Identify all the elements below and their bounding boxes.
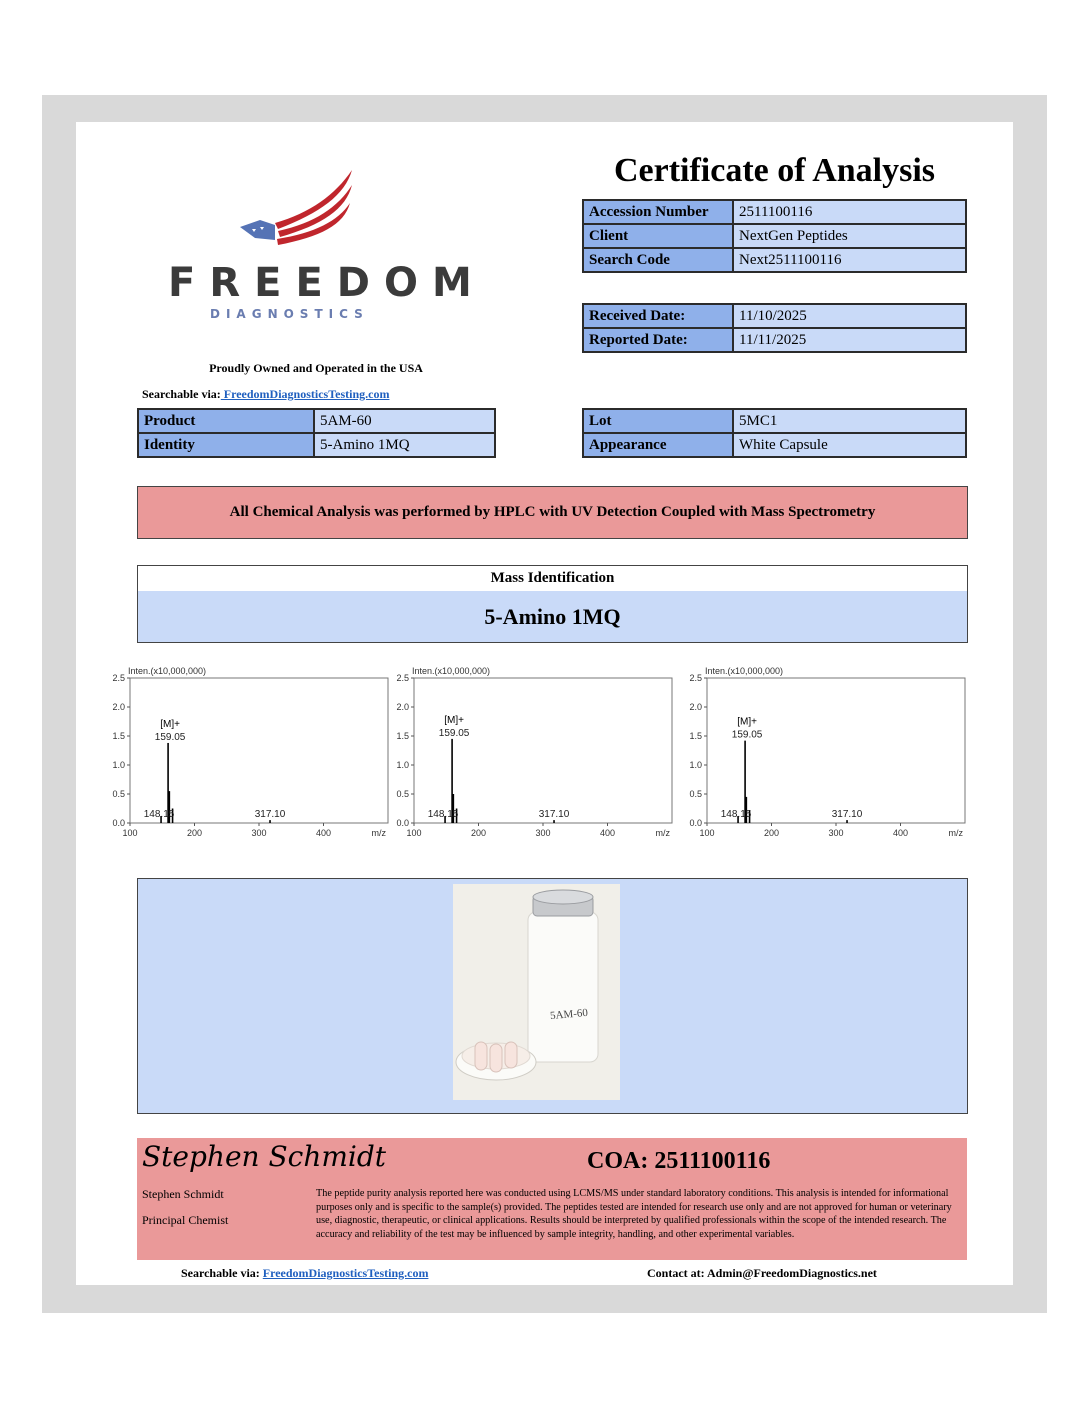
appearance-key: Appearance: [583, 433, 733, 457]
accession-key: Accession Number: [583, 200, 733, 224]
peak-label-317: 317.10: [254, 809, 286, 820]
lot-key: Lot: [583, 409, 733, 433]
spectrum-y-tick-label: 0.0: [112, 818, 125, 828]
identity-key: Identity: [138, 433, 314, 457]
peak-label-159: 159.05: [438, 727, 470, 739]
logo-subtitle: DIAGNOSTICS: [210, 307, 369, 321]
spectrum-x-unit: m/z: [371, 828, 386, 838]
lot-table: [582, 408, 967, 458]
peak-label-317: 317.10: [538, 809, 570, 820]
spectrum-y-tick-label: 2.5: [112, 673, 125, 683]
search-link-bottom[interactable]: FreedomDiagnosticsTesting.com: [262, 1266, 429, 1280]
document-title: Certificate of Analysis: [613, 152, 936, 189]
spectrum-x-tick-label: 200: [186, 828, 203, 838]
spectrum-x-tick-label: 300: [828, 828, 844, 838]
spectrum-x-tick-label: 100: [406, 828, 422, 838]
spectrum-y-tick-label: 2.5: [689, 673, 702, 683]
reported-date-value: 11/11/2025: [733, 328, 966, 352]
product-photo: [453, 884, 620, 1100]
spectrum-y-tick-label: 2.0: [396, 702, 409, 712]
chemist-role: Principal Chemist: [142, 1213, 229, 1227]
spectrum-x-tick-label: 100: [699, 828, 715, 838]
mass-spectra: [108, 660, 978, 845]
peak-label-148: 148.15: [143, 809, 175, 820]
spectrum-y-tick-label: 2.0: [689, 702, 702, 712]
search-code-value: Next2511100116: [733, 248, 966, 272]
chemist-name: Stephen Schmidt: [142, 1187, 224, 1201]
peak-label-317: 317.10: [831, 809, 863, 820]
spectrum-x-unit: m/z: [948, 828, 963, 838]
client-key: Client: [583, 224, 733, 248]
identity-value: 5-Amino 1MQ: [314, 433, 495, 457]
spectrum-x-tick-label: 200: [470, 828, 487, 838]
search-via-bottom: [181, 1266, 428, 1281]
spectrum-x-tick-label: 300: [535, 828, 551, 838]
spectrum-y-label: Inten.(x10,000,000): [705, 666, 784, 676]
signature: Stephen Schmidt: [142, 1140, 387, 1173]
spectrum-y-tick-label: 1.0: [112, 760, 125, 770]
spectrum-x-unit: m/z: [655, 828, 670, 838]
product-key: Product: [138, 409, 314, 433]
spectrum-y-tick-label: 1.5: [112, 731, 125, 741]
freedom-diagnostics-logo: [160, 165, 486, 335]
disclaimer-text: The peptide purity analysis reported here was conducted using LCMS/MS under standard laboratory conditions. This analysis is intended for informational purposes only and is specific to the sample(s) provided. The peptides tested are intended for research use only and are not approved for human or veterinary use, diagnostic, therapeutic, or clinical applications. Results should be interpreted by qualified professionals within the scope of the intended research. The accuracy and reliability of the test may be influenced by sample integrity, handling, and other experimental variables.: [316, 1188, 952, 1240]
spectrum-x-tick-label: 100: [122, 828, 138, 838]
mass-identification-compound: 5-Amino 1MQ: [137, 591, 968, 643]
peak-label-159: 159.05: [731, 729, 763, 741]
logo-wordmark: FREEDOM: [168, 260, 486, 306]
coa-number: COA: 2511100116: [587, 1148, 771, 1174]
spectrum-y-tick-label: 1.0: [396, 760, 409, 770]
reported-date-key: Reported Date:: [583, 328, 733, 352]
spectrum-x-tick-label: 400: [892, 828, 909, 838]
method-banner: All Chemical Analysis was performed by HPLC with UV Detection Coupled with Mass Spectrometry: [137, 486, 968, 539]
spectrum-x-tick-label: 200: [763, 828, 780, 838]
spectrum-x-tick-label: 400: [315, 828, 332, 838]
spectrum-y-tick-label: 1.0: [689, 760, 702, 770]
appearance-value: White Capsule: [733, 433, 966, 457]
received-date-value: 11/10/2025: [733, 304, 966, 328]
spectrum-y-label: Inten.(x10,000,000): [128, 666, 207, 676]
ion-label: [M]+: [737, 716, 757, 728]
search-label-bottom: Searchable via:: [181, 1266, 260, 1280]
eagle-flag-icon: [160, 165, 440, 260]
lot-value: 5MC1: [733, 409, 966, 433]
spectrum-y-tick-label: 1.5: [689, 731, 702, 741]
spectrum-y-tick-label: 1.5: [396, 731, 409, 741]
spectrum-y-tick-label: 0.0: [396, 818, 409, 828]
peak-label-159: 159.05: [154, 731, 186, 743]
ion-label: [M]+: [160, 718, 180, 730]
peak-label-148: 148.15: [720, 809, 752, 820]
spectrum-y-label: Inten.(x10,000,000): [412, 666, 491, 676]
peak-label-148: 148.15: [427, 809, 459, 820]
mass-spectra-svg: [108, 660, 978, 845]
search-code-key: Search Code: [583, 248, 733, 272]
spectrum-y-tick-label: 0.5: [112, 789, 125, 799]
mass-identification-heading: Mass Identification: [137, 565, 968, 592]
accession-table: [582, 199, 967, 273]
search-label: Searchable via:: [142, 387, 221, 401]
search-via-top: [142, 387, 389, 402]
tagline: Proudly Owned and Operated in the USA: [209, 361, 423, 375]
accession-value: 2511100116: [733, 200, 966, 224]
contact-email[interactable]: Contact at: Admin@FreedomDiagnostics.net: [647, 1266, 877, 1280]
spectrum-y-tick-label: 0.0: [689, 818, 702, 828]
spectrum-y-tick-label: 0.5: [396, 789, 409, 799]
spectrum-y-tick-label: 0.5: [689, 789, 702, 799]
bottle-label: 5AM-60: [549, 1006, 589, 1023]
dates-table: [582, 303, 967, 353]
product-value: 5AM-60: [314, 409, 495, 433]
spectrum-x-tick-label: 400: [599, 828, 616, 838]
received-date-key: Received Date:: [583, 304, 733, 328]
spectrum-y-tick-label: 2.0: [112, 702, 125, 712]
bottle-image: [453, 884, 620, 1100]
ion-label: [M]+: [444, 714, 464, 726]
spectrum-y-tick-label: 2.5: [396, 673, 409, 683]
product-table: [137, 408, 496, 458]
search-link-top[interactable]: FreedomDiagnosticsTesting.com: [220, 387, 390, 401]
spectrum-x-tick-label: 300: [251, 828, 267, 838]
client-value: NextGen Peptides: [733, 224, 966, 248]
